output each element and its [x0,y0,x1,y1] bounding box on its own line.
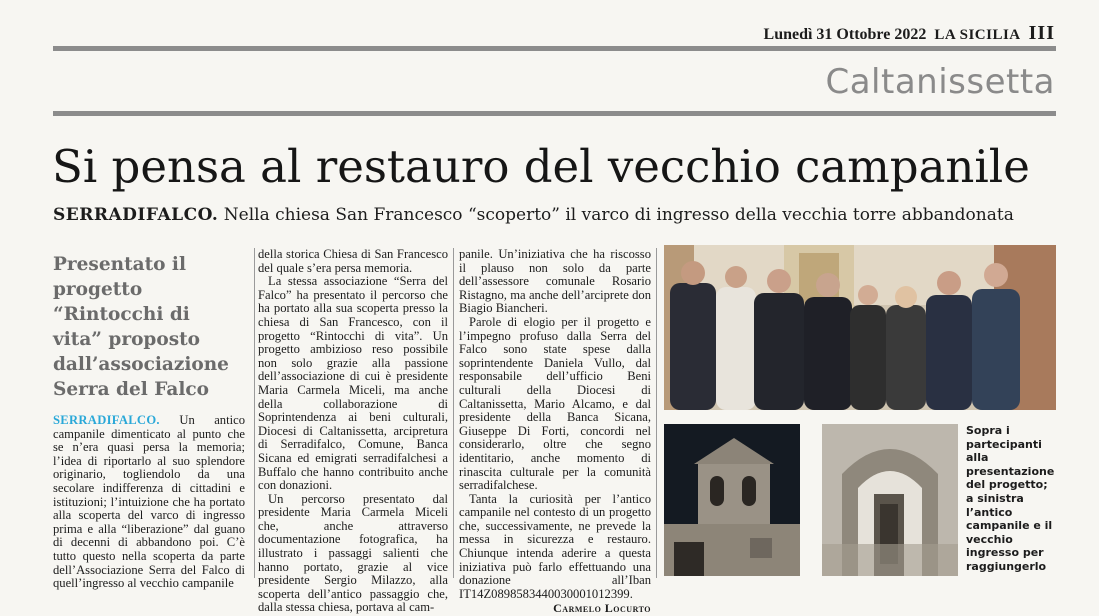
paragraph: Parole di elogio per il progetto e l’impegno profuso dalla Serra del Falco sono state spese dalla soprintendente Daniela Vullo, dal responsabile dell’ufficio Beni culturali della Diocesi di Caltanissetta, Mario Alcamo, e dal presidente della Banca Sicana, Giuseppe Di Forti, concordi nel considerarlo, oltre che segno identitario, anche momento di rinascita culturale per la comunità serradifalchese. [459,314,651,493]
paragraph: Tanta la curiosità per l’antico campanile nel contesto di un progetto che, successivamente, ne prevede la messa in sicurezza e restauro. Chiunque intenda aderire a questa iniziativa può farlo effettuando una donazione all’Iban IT14Z0898583440030001012399. [459,491,651,601]
paragraph: SERRADIFALCO. Un antico campanile dimenticato al punto che se n’era quasi persa la memoria; l’idea di riportarlo al suo splendore originario, togliendolo da una secolare indifferenza di cittadini e istituzioni; l’intuizione che ha portato alla scoperta del varco di ingresso prima e alla “liberazione” dal guano di decenni di abbandono poi. C’è tutto questo nella scoperta da parte dell’Associazione Serra del Falco di quell’ingresso al vecchio campanile [53,413,245,591]
article-column-1 [53,414,245,591]
subhead-city: SERRADIFALCO. [53,205,219,225]
section-rule [53,111,1056,116]
byline: Carmelo Locurto [553,601,651,616]
photo-bell-tower [664,424,800,576]
top-rule [53,46,1056,51]
section-title: Caltanissetta [825,62,1055,102]
masthead [764,22,1055,45]
paragraph: La stessa associazione “Serra del Falco” ha presentato il percorso che ha portato alla sua scoperta presso la chiesa di San Francesco, con il progetto “Rintocchi di vita”. Un progetto ambizioso reso possibile non solo grazie alla passione dell’associazione di cui è presidente Maria Carmela Miceli, ma anche della collaborazione di Soprintendenza ai beni culturali, Diocesi di Caltanissetta, arcipretura di Serradifalco, Comune, Banca Sicana ed emigrati serradifalchesi a Buffalo che hanno contribuito anche con donazioni. [258,274,448,493]
participants-image [664,245,1056,410]
old-entrance-image [822,424,958,576]
article-subhead [53,205,1063,225]
issue-date: Lunedì 31 Ottobre 2022 [763,26,927,43]
subhead-text: Nella chiesa San Francesco “scoperto” il varco di ingresso della vecchia torre abbandonata [223,205,1014,225]
bell-tower-image [664,424,800,576]
photo-old-entrance [822,424,958,576]
article-column-2 [258,248,448,615]
paragraph: della storica Chiesa di San Francesco del quale s’era persa memoria. [258,247,448,275]
newspaper-name: LA SICILIA [934,27,1021,43]
article-column-3 [459,248,651,616]
paragraph: panile. Un’iniziativa che ha riscosso il plauso non solo da parte dell’assessore comunale Rosario Ristagno, ma anche dell’arciprete don Biagio Biancheri. [459,247,651,316]
column-rule [453,248,454,578]
photo-participants [664,245,1056,410]
column-rule [656,248,657,578]
dateline: SERRADIFALCO. [53,413,160,427]
column-rule [254,248,255,578]
article-sidebar-summary: Presentato il progetto “Rintocchi di vita” proposto dall’associazione Serra del Falco [53,254,229,400]
photo-caption: Sopra i partecipanti alla presentazione del progetto; a sinistra l’antico campanile e il vecchio ingresso per raggiungerlo [966,424,1055,573]
page-number: III [1028,22,1055,44]
article-headline: Si pensa al restauro del vecchio campanile [52,140,1030,193]
paragraph: Un percorso presentato dal presidente Maria Carmela Miceli che, anche attraverso documentazione fotografica, ha illustrato i passaggi salienti che hanno portato, grazie al vice presidente Sergio Milazzo, alla scoperta dell’antico passaggio che, dalla stessa chiesa, portava al cam- [258,491,448,615]
